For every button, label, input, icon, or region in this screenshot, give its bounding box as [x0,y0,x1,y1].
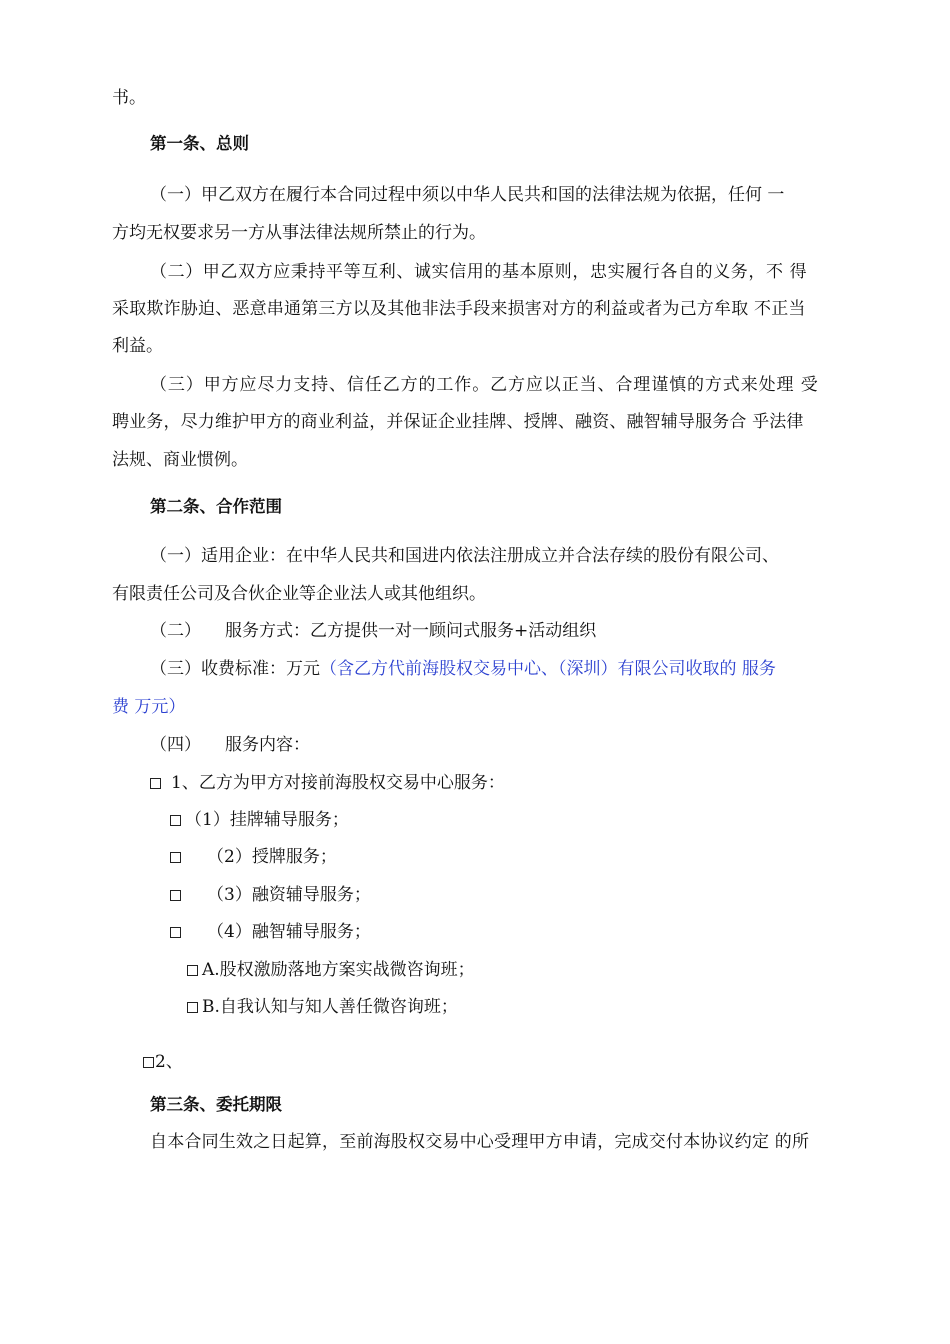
item-text: 服务内容： [225,735,310,755]
text-line: 书。 [112,88,146,108]
checkbox-label: A.股权激励落地方案实战微咨询班； [202,960,475,980]
checkbox-label: （1）挂牌辅导服务； [185,810,349,830]
item-text: 服务方式：乙方提供一对一顾问式服务+活动组织 [225,621,597,641]
checkbox-item[interactable] [170,809,349,831]
paragraph-line: 法规、商业惯例。 [112,450,248,470]
paragraph-line: （二）甲乙双方应秉持平等互利、诚实信用的基本原则，忠实履行各自的义务，不 得 [150,262,808,282]
checkbox[interactable] [187,1002,198,1013]
fee-label: （三）收费标准：万元 [150,659,320,679]
checkbox-item[interactable] [170,921,371,943]
section-heading-scope: 第二条、合作范围 [150,497,282,516]
paragraph-line: 自本合同生效之日起算，至前海股权交易中心受理甲方申请，完成交付本协议约定 的所 [150,1132,810,1152]
checkbox[interactable] [143,1057,154,1068]
paragraph-line: 方均无权要求另一方从事法律法规所禁止的行为。 [112,223,486,243]
checkbox[interactable] [170,890,181,901]
checkbox[interactable] [170,927,181,938]
paragraph-line: 有限责任公司及合伙企业等企业法人或其他组织。 [112,584,486,604]
paragraph-line: （一）适用企业：在中华人民共和国进内依法注册成立并合法存续的股份有限公司、 [150,546,779,566]
paragraph-line: （一）甲乙双方在履行本合同过程中须以中华人民共和国的法律法规为依据，任何 一 [150,185,785,205]
checkbox[interactable] [170,852,181,863]
checkbox-item[interactable] [187,959,475,981]
fee-note-continued: 费 万元） [112,697,186,717]
fee-note: （含乙方代前海股权交易中心、（深圳）有限公司收取的 服务 [320,659,776,679]
checkbox-item[interactable] [150,772,505,794]
checkbox-label: 1、乙方为甲方对接前海股权交易中心服务： [171,773,505,793]
checkbox-item[interactable] [170,884,371,906]
item-number: （四） [150,735,201,755]
paragraph-line: （三）甲方应尽力支持、信任乙方的工作。乙方应以正当、合理谨慎的方式来处理 受 [150,375,819,395]
checkbox-label: 2、 [155,1052,183,1072]
paragraph-line: 聘业务，尽力维护甲方的商业利益，并保证企业挂牌、授牌、融资、融智辅导服务合 乎法律 [112,412,804,432]
checkbox-label: （2）授牌服务； [207,847,337,867]
paragraph-line: 采取欺诈胁迫、恶意串通第三方以及其他非法手段来损害对方的利益或者为己方牟取 不正当 [112,299,806,319]
checkbox[interactable] [187,965,198,976]
item-number: （二） [150,621,201,641]
paragraph-line: 利益。 [112,336,163,356]
checkbox-item[interactable] [187,996,458,1018]
service-method-line [150,620,596,642]
checkbox-label: B.自我认知与知人善任微咨询班； [202,997,458,1017]
checkbox-label: （3）融资辅导服务； [207,885,371,905]
service-content-line [150,734,310,756]
checkbox-label: （4）融智辅导服务； [207,922,371,942]
checkbox[interactable] [150,778,161,789]
section-heading-term: 第三条、委托期限 [150,1095,282,1114]
section-heading-general: 第一条、总则 [150,134,249,153]
checkbox[interactable] [170,815,181,826]
fee-line [150,658,776,680]
checkbox-item[interactable] [143,1051,183,1073]
checkbox-item[interactable] [170,846,337,868]
